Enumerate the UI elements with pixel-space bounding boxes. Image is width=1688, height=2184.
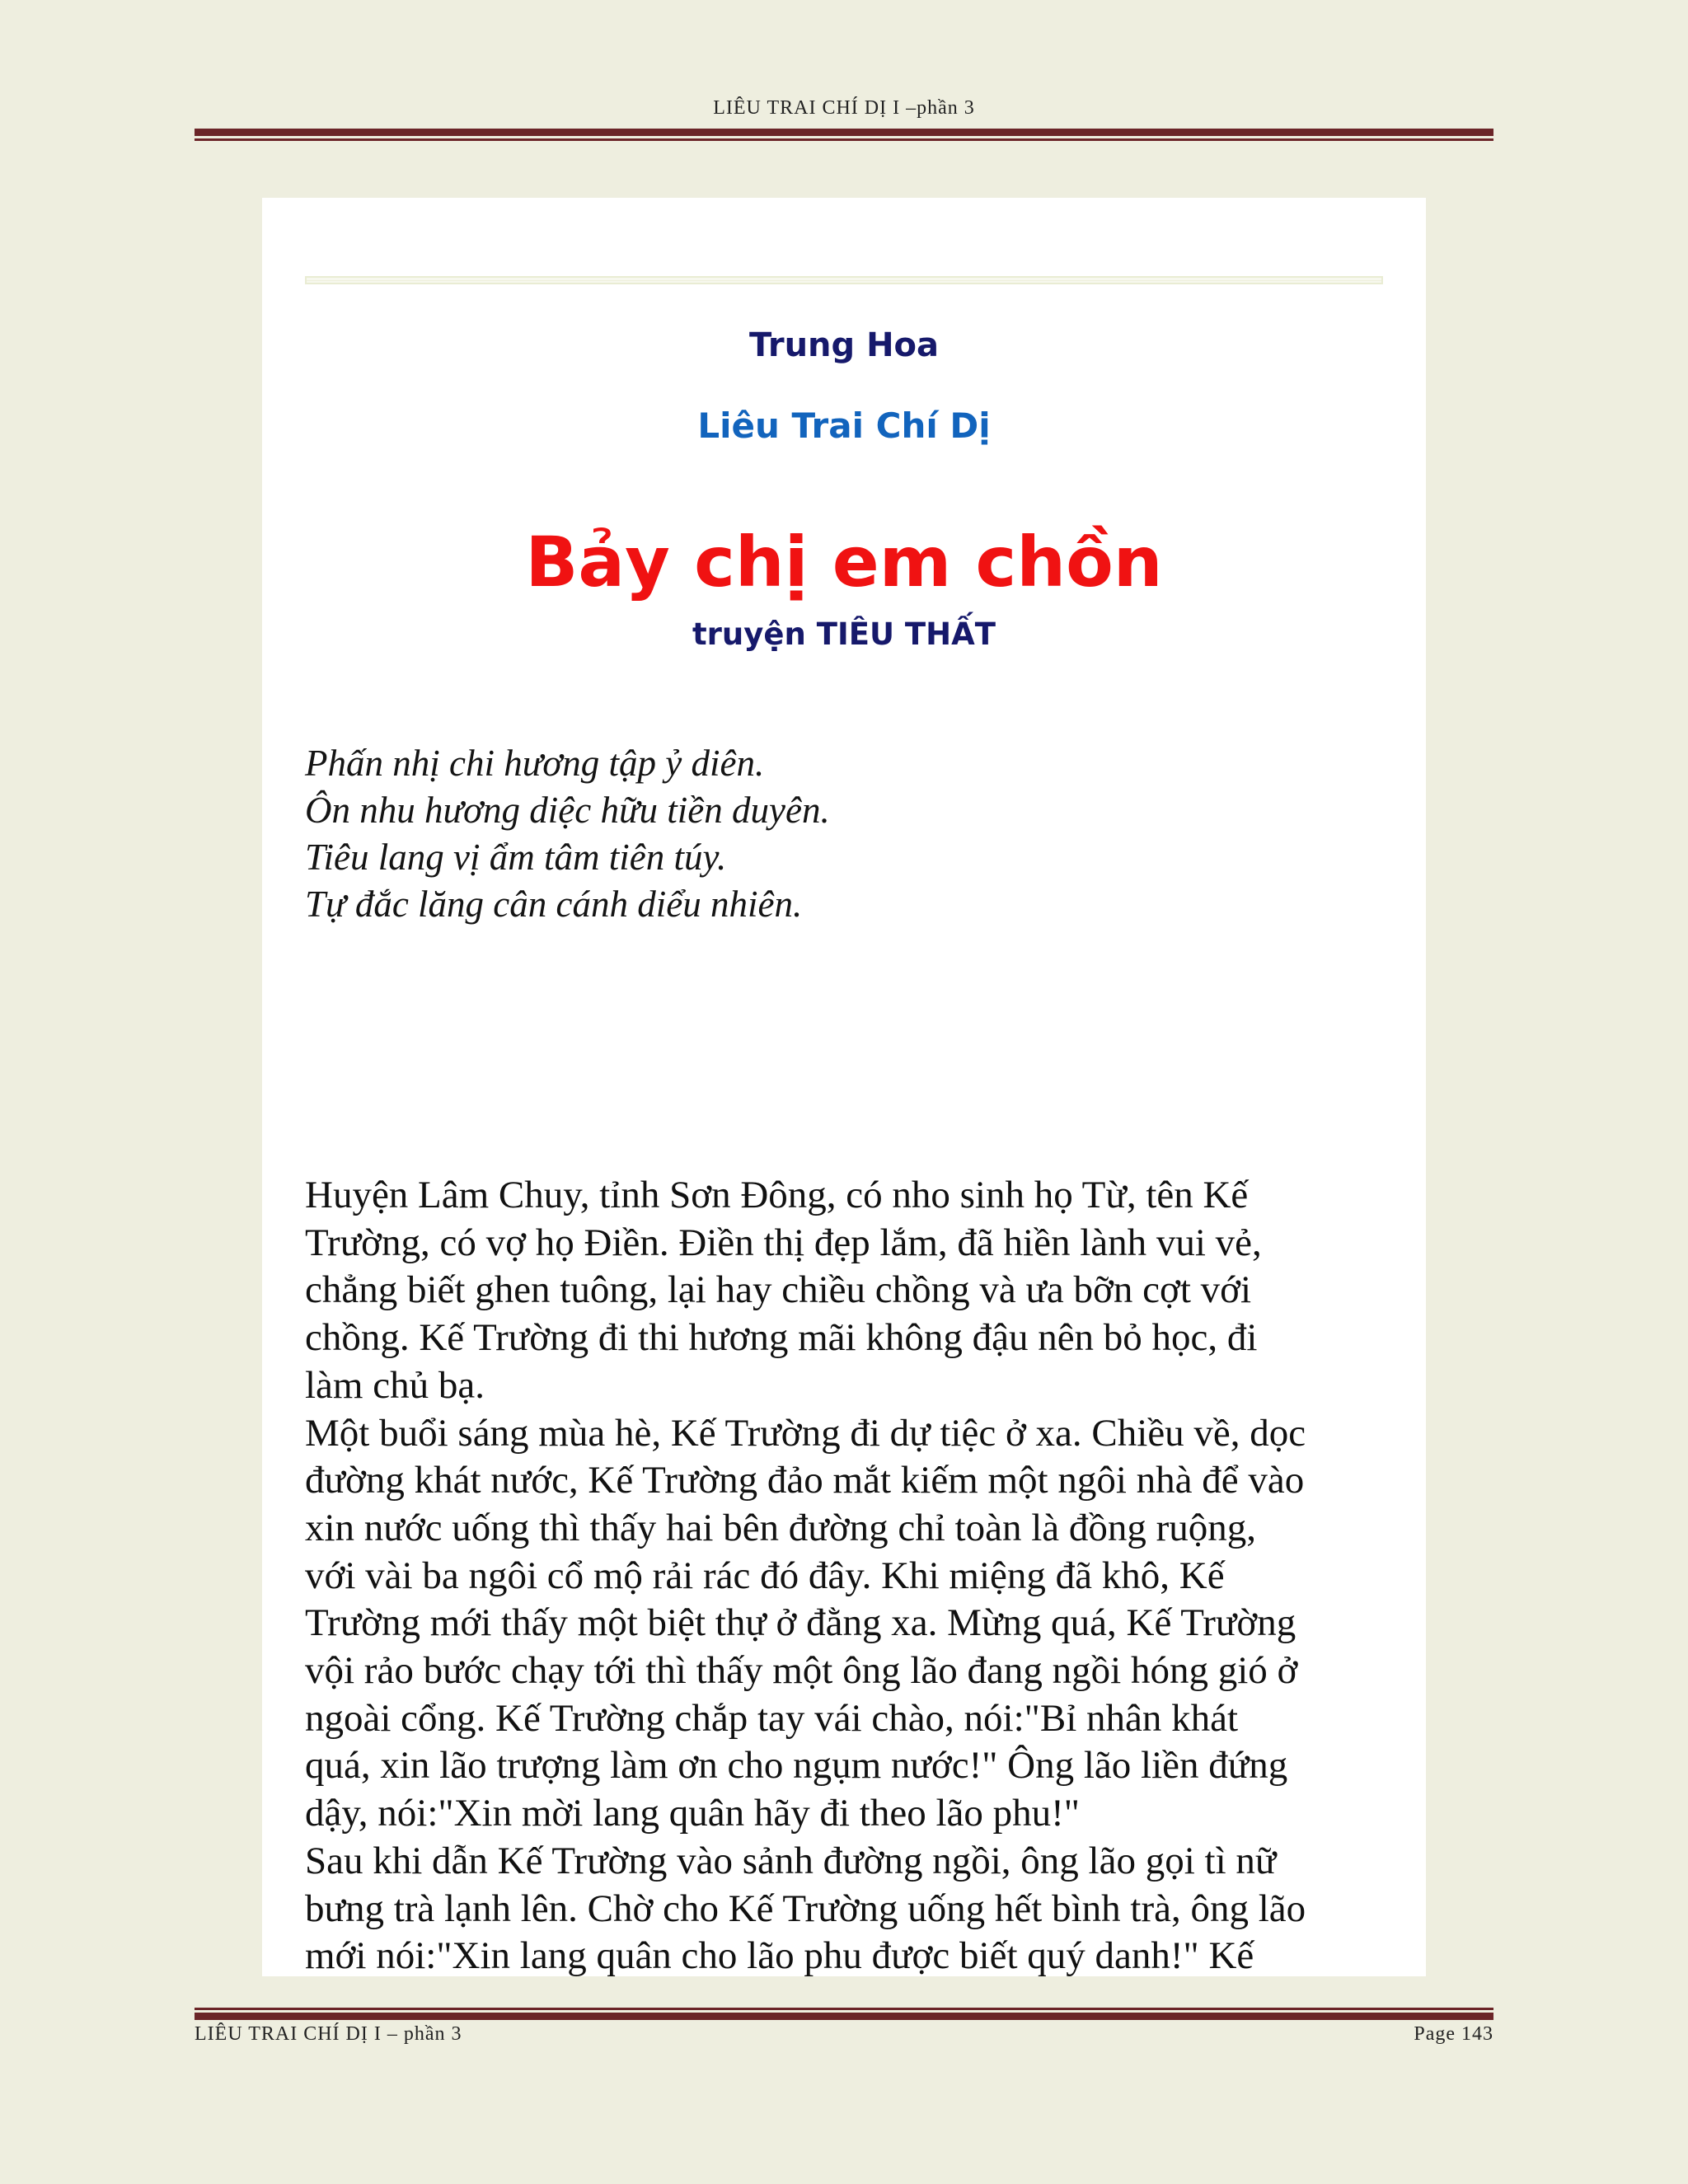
text-line: ngoài cổng. Kế Trường chắp tay vái chào, nói:"Bỉ nhân khát <box>305 1696 1239 1740</box>
poem-line: Tự đắc lăng cân cánh diểu nhiên. <box>305 883 803 925</box>
footer-rule <box>195 2008 1493 2020</box>
story-title: Bảy chị em chồn <box>525 522 1163 602</box>
body-text <box>305 1172 1381 1976</box>
running-header: LIÊU TRAI CHÍ DỊ I –phần 3 <box>713 97 975 119</box>
text-line: Trường mới thấy một biệt thự ở đằng xa. Mừng quá, Kế Trường <box>305 1601 1296 1645</box>
text-line: xin nước uống thì thấy hai bên đường chỉ toàn là đồng ruộng, <box>305 1506 1257 1549</box>
text-line: chồng. Kế Trường đi thi hương mãi không đậu nên bỏ học, đi <box>305 1316 1258 1360</box>
poem <box>305 740 1376 928</box>
region-label: Trung Hoa <box>748 326 940 364</box>
text-line: mới nói:"Xin lang quân cho lão phu được biết quý danh!" Kế <box>305 1934 1254 1976</box>
poem-line: Tiêu lang vị ẩm tâm tiên túy. <box>305 837 727 878</box>
header-rule <box>195 129 1493 141</box>
text-line: đường khát nước, Kế Trường đảo mắt kiếm một ngôi nhà để vào <box>305 1459 1305 1502</box>
running-footer <box>195 2023 1493 2046</box>
text-line: với vài ba ngôi cổ mộ rải rác đó đây. Khi miệng đã khô, Kế <box>305 1554 1225 1597</box>
text-line: vội rảo bước chạy tới thì thấy một ông lão đang ngồi hóng gió ở <box>305 1649 1298 1693</box>
text-line: chẳng biết ghen tuông, lại hay chiều chồng và ưa bỡn cợt với <box>305 1268 1252 1312</box>
ornamental-divider <box>305 276 1383 284</box>
text-line: Trường, có vợ họ Điền. Điền thị đẹp lắm, đã hiền lành vui vẻ, <box>305 1221 1262 1264</box>
text-line: Một buổi sáng mùa hè, Kế Trường đi dự tiệc ở xa. Chiều về, dọc <box>305 1411 1306 1455</box>
footer-title: LIÊU TRAI CHÍ DỊ I – phần 3 <box>195 2023 462 2045</box>
poem-line: Phấn nhị chi hương tập ỷ diên. <box>305 743 765 784</box>
text-line: Sau khi dẫn Kế Trường vào sảnh đường ngồi, ông lão gọi tì nữ <box>305 1839 1277 1882</box>
poem-line: Ôn nhu hương diệc hữu tiền duyên. <box>305 790 830 831</box>
text-line: bưng trà lạnh lên. Chờ cho Kế Trường uống hết bình trà, ông lão <box>305 1886 1306 1930</box>
page-number: Page 143 <box>1414 2023 1493 2045</box>
text-line: làm chủ bạ. <box>305 1363 485 1407</box>
text-line: Huyện Lâm Chuy, tỉnh Sơn Đông, có nho sinh họ Từ, tên Kế <box>305 1174 1249 1216</box>
text-line: quá, xin lão trượng làm ơn cho ngụm nước!" Ông lão liền đứng <box>305 1744 1288 1788</box>
collection-title: Liêu Trai Chí Dị <box>697 405 991 446</box>
story-subtitle: truyện TIÊU THẤT <box>692 616 996 652</box>
page-content <box>262 198 1426 1976</box>
text-line: dậy, nói:"Xin mời lang quân hãy đi theo lão phu!" <box>305 1792 1080 1835</box>
